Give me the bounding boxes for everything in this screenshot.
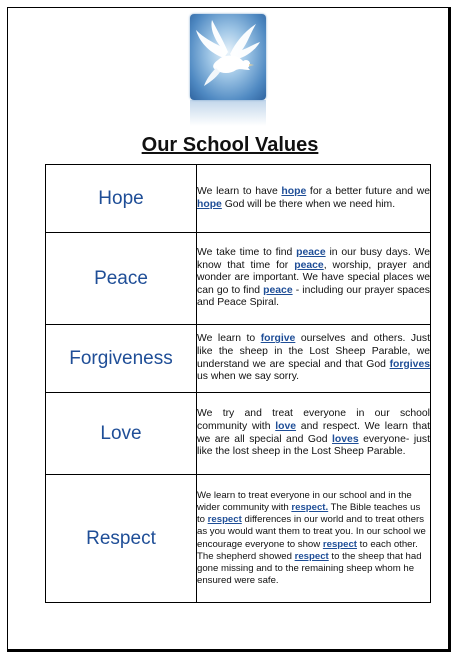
description-text: us when we say sorry. [197, 371, 300, 383]
value-description [197, 325, 431, 393]
value-keyword: respect. [291, 501, 329, 513]
value-keyword: forgives [389, 358, 430, 370]
description-text: everyone- just like the lost sheep in the Lost Sheep Parable. [197, 433, 430, 458]
value-keyword: love [275, 420, 297, 432]
description-text: We learn to treat everyone in our school and in the wider community with [197, 489, 412, 513]
value-description [197, 393, 431, 475]
value-keyword: respect [207, 514, 242, 526]
value-description [197, 165, 431, 233]
dove-icon [190, 14, 266, 100]
table-row [46, 475, 431, 603]
description-text: for a better future and we [306, 185, 430, 197]
table-row [46, 393, 431, 475]
dove-reflection [190, 100, 266, 126]
value-keyword: respect [294, 550, 329, 562]
description-text: We take time to find [197, 247, 297, 259]
value-keyword: hope [281, 185, 307, 197]
dove-image [190, 14, 266, 100]
value-description [197, 475, 431, 603]
description-text: in our busy days. We know that time for [197, 247, 430, 271]
description-text: We learn to [197, 333, 261, 345]
value-keyword: loves [332, 433, 359, 445]
value-name: Respect [46, 475, 197, 603]
table-row [46, 165, 431, 233]
value-description [197, 233, 431, 325]
value-keyword: peace [296, 247, 326, 259]
value-keyword: peace [263, 284, 293, 296]
description-text: We try and treat everyone in our school community with [197, 408, 430, 432]
description-text: differences in our world and to treat others as you would want them to treat you. In our school we encourage everyone to show [197, 514, 426, 550]
description-text: to each other. The shepherd showed [197, 538, 418, 562]
description-text: , worship, prayer and wonder are important. We have special places we can go to find [197, 259, 430, 296]
value-keyword: peace [294, 259, 324, 271]
description-text: God will be there when we need him. [221, 198, 396, 210]
value-keyword: hope [197, 198, 222, 210]
table-row [46, 325, 431, 393]
page-title: Our School Values [141, 134, 319, 156]
value-keyword: respect [322, 538, 358, 550]
description-text: The Bible teaches us to [197, 501, 421, 526]
value-name: Forgiveness [46, 325, 197, 393]
table-row [46, 233, 431, 325]
value-name: Love [46, 393, 197, 475]
value-name: Peace [46, 233, 197, 325]
description-text: We learn to have [197, 185, 282, 197]
description-text: ourselves and others. Just like the sheep in the Lost Sheep Parable, we understand we are special and that God [197, 333, 430, 370]
value-keyword: forgive [260, 333, 296, 345]
values-table [45, 164, 431, 603]
description-text: - including our prayer spaces and Peace Spiral. [197, 284, 430, 309]
value-name: Hope [46, 165, 197, 233]
description-text: to the sheep that had gone missing and to the remaining sheep whom he ensured were safe. [197, 550, 422, 587]
description-text: and respect. We learn that we are all special and God [197, 420, 430, 445]
